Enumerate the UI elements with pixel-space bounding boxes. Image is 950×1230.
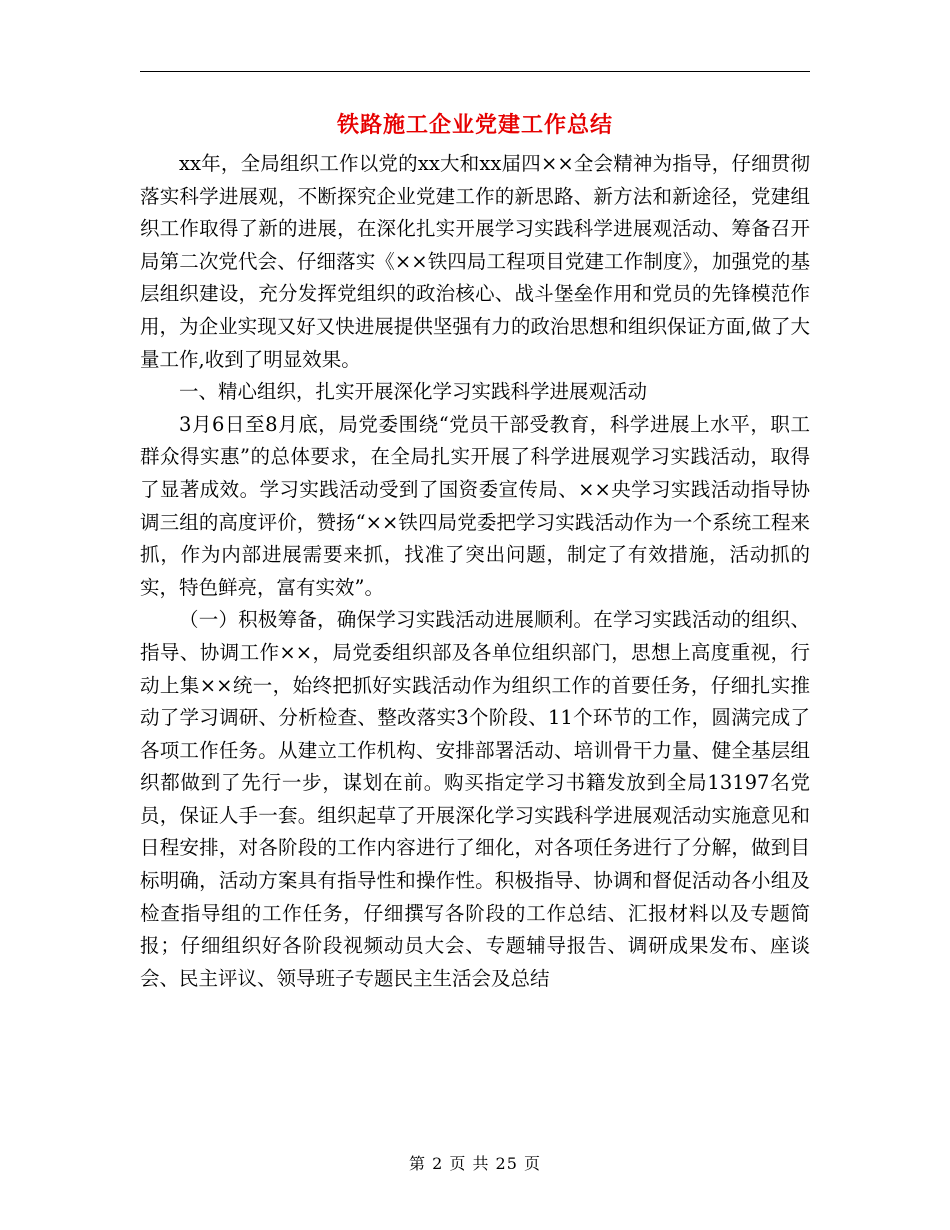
paragraph-section-1: 3月6日至8月底，局党委围绕“党员干部受教育，科学进展上水平，职工群众得实惠”的总体要求，在全局扎实开展了科学进展观学习实践活动，取得了显著成效。学习实践活动受到了国资委宣传局、××央学习实践活动指导协调三组的高度评价，赞扬“××铁四局党委把学习实践活动作为一个系统工程来抓，作为内部进展需要来抓，找准了突出问题，制定了有效措施，活动抓的实，特色鲜亮，富有实效”。	[140, 412, 810, 599]
paragraph-subsection-1: （一）积极筹备，确保学习实践活动进展顺利。在学习实践活动的组织、指导、协调工作××，局党委组织部及各单位组织部门，思想上高度重视，行动上集××统一，始终把抓好实践活动作为组织工作的首要任务，仔细扎实推动了学习调研、分析检查、整改落实3个阶段、11个环节的工作，圆满完成了各项工作任务。从建立工作机构、安排部署活动、培训骨干力量、健全基层组织都做到了先行一步，谋划在前。购买指定学习书籍发放到全局13197名党员，保证人手一套。组织起草了开展深化学习实践科学进展观活动实施意见和日程安排，对各阶段的工作内容进行了细化，对各项任务进行了分解，做到目标明确，活动方案具有指导性和操作性。积极指导、协调和督促活动各小组及检查指导组的工作任务，仔细撰写各阶段的工作总结、汇报材料以及专题简报；仔细组织好各阶段视频动员大会、专题辅导报告、调研成果发布、座谈会、民主评议、领导班子专题民主生活会及总结	[140, 608, 810, 990]
page-number-footer: 第 2 页 共 25 页	[409, 1154, 541, 1173]
paragraph-intro: xx年，全局组织工作以党的xx大和xx届四××全会精神为指导，仔细贯彻落实科学进展观，不断探究企业党建工作的新思路、新方法和新途径，党建组织工作取得了新的进展，在深化扎实开展学习实践科学进展观活动、筹备召开局第二次党代会、仔细落实《××铁四局工程项目党建工作制度》，加强党的基层组织建设，充分发挥党组织的政治核心、战斗堡垒作用和党员的先锋模范作用，为企业实现又好又快进展提供坚强有力的政治思想和组织保证方面,做了大量工作,收到了明显效果。	[140, 152, 810, 371]
document-title: 铁路施工企业党建工作总结	[336, 112, 613, 138]
document-body	[140, 148, 810, 995]
header-rule	[140, 71, 810, 72]
section-heading-1: 一、精心组织，扎实开展深化学习实践科学进展观活动	[179, 380, 648, 404]
